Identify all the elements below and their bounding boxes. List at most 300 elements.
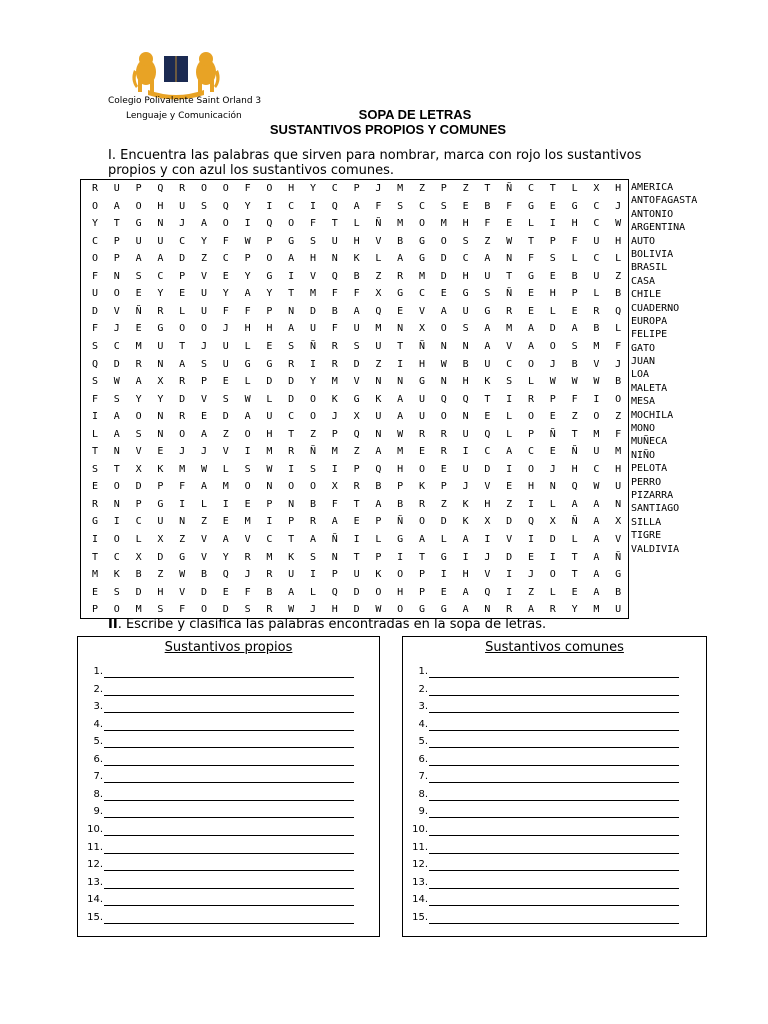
grid-letter[interactable]: C (113, 340, 120, 352)
answer-line-rule[interactable] (429, 712, 679, 713)
grid-letter[interactable]: Ñ (506, 183, 513, 194)
grid-letter[interactable]: A (353, 305, 360, 317)
grid-letter[interactable]: I (288, 463, 295, 475)
grid-letter[interactable]: U (593, 446, 600, 458)
grid-letter[interactable]: M (266, 551, 273, 563)
grid-letter[interactable]: E (571, 586, 578, 598)
grid-letter[interactable]: U (200, 305, 208, 317)
grid-letter[interactable]: A (593, 498, 600, 510)
grid-letter[interactable]: E (266, 340, 273, 352)
grid-letter[interactable]: T (288, 534, 295, 545)
grid-letter[interactable]: P (375, 516, 382, 528)
grid-letter[interactable]: C (91, 235, 99, 247)
grid-letter[interactable]: E (91, 586, 99, 598)
answer-line[interactable] (78, 771, 379, 788)
grid-letter[interactable]: E (571, 305, 578, 317)
grid-letter[interactable]: R (288, 446, 295, 458)
grid-letter[interactable]: I (527, 534, 535, 545)
grid-letter[interactable]: R (418, 428, 426, 440)
grid-letter[interactable]: N (462, 411, 469, 423)
grid-letter[interactable]: J (244, 569, 251, 581)
answer-line-rule[interactable] (429, 695, 679, 696)
grid-letter[interactable]: P (288, 516, 295, 528)
grid-letter[interactable]: T (179, 340, 186, 352)
grid-letter[interactable]: N (331, 253, 338, 265)
grid-letter[interactable]: E (179, 288, 186, 300)
grid-letter[interactable]: M (397, 446, 404, 458)
grid-letter[interactable]: G (615, 569, 622, 581)
grid-letter[interactable]: I (549, 551, 556, 563)
grid-letter[interactable]: U (222, 340, 229, 352)
grid-letter[interactable]: E (440, 586, 447, 598)
grid-letter[interactable]: Z (462, 183, 469, 194)
grid-letter[interactable]: S (135, 428, 142, 440)
grid-letter[interactable]: H (353, 235, 360, 247)
grid-letter[interactable]: O (135, 200, 142, 212)
grid-letter[interactable]: H (309, 253, 317, 265)
grid-letter[interactable]: S (397, 200, 404, 212)
grid-letter[interactable]: F (615, 428, 622, 440)
grid-letter[interactable]: Z (506, 498, 513, 510)
grid-letter[interactable]: G (353, 393, 360, 405)
grid-letter[interactable]: K (113, 569, 120, 581)
grid-letter[interactable]: Q (353, 428, 360, 440)
grid-letter[interactable]: V (179, 586, 186, 598)
grid-letter[interactable]: B (375, 481, 382, 493)
grid-letter[interactable]: B (484, 200, 491, 212)
grid-letter[interactable]: W (397, 428, 404, 440)
grid-letter[interactable]: Z (440, 498, 447, 510)
grid-letter[interactable]: A (593, 534, 600, 545)
grid-letter[interactable]: M (266, 446, 273, 458)
grid-letter[interactable]: F (375, 200, 382, 212)
grid-letter[interactable]: E (440, 288, 447, 300)
grid-letter[interactable]: O (549, 569, 556, 581)
grid-letter[interactable]: K (462, 498, 469, 510)
grid-letter[interactable]: A (113, 428, 120, 440)
grid-letter[interactable]: X (593, 183, 600, 194)
grid-letter[interactable]: C (593, 218, 600, 230)
grid-letter[interactable]: M (135, 340, 142, 352)
grid-letter[interactable]: F (222, 305, 229, 317)
grid-letter[interactable]: L (527, 218, 535, 230)
grid-letter[interactable]: C (222, 253, 229, 265)
grid-letter[interactable]: S (157, 604, 164, 616)
grid-letter[interactable]: U (462, 305, 469, 317)
grid-letter[interactable]: I (506, 586, 513, 598)
grid-letter[interactable]: T (484, 183, 491, 194)
grid-letter[interactable]: G (418, 376, 426, 388)
grid-letter[interactable]: G (418, 604, 426, 616)
grid-letter[interactable]: E (222, 516, 229, 528)
grid-letter[interactable]: B (397, 235, 404, 247)
grid-letter[interactable]: V (506, 534, 513, 545)
grid-letter[interactable]: C (113, 551, 120, 563)
grid-letter[interactable]: D (309, 305, 317, 317)
grid-letter[interactable]: R (331, 358, 338, 370)
grid-letter[interactable]: E (135, 323, 142, 335)
grid-letter[interactable]: N (331, 551, 338, 563)
grid-letter[interactable]: T (571, 569, 578, 581)
grid-letter[interactable]: N (288, 498, 295, 510)
grid-letter[interactable]: O (266, 253, 273, 265)
grid-letter[interactable]: Q (266, 218, 273, 230)
grid-letter[interactable]: B (615, 376, 622, 388)
grid-letter[interactable]: V (506, 340, 513, 352)
answer-line-rule[interactable] (429, 730, 679, 731)
grid-letter[interactable]: X (549, 516, 556, 528)
grid-letter[interactable]: N (113, 498, 120, 510)
grid-letter[interactable]: I (266, 200, 273, 212)
grid-letter[interactable]: E (222, 376, 229, 388)
grid-letter[interactable]: E (506, 218, 513, 230)
grid-letter[interactable]: N (462, 340, 469, 352)
grid-letter[interactable]: Y (571, 604, 578, 616)
grid-letter[interactable]: H (462, 218, 469, 230)
grid-letter[interactable]: A (222, 534, 229, 545)
grid-letter[interactable]: U (353, 323, 360, 335)
grid-letter[interactable]: U (309, 323, 317, 335)
grid-letter[interactable]: X (135, 551, 142, 563)
grid-letter[interactable]: C (331, 183, 338, 194)
grid-letter[interactable]: A (527, 323, 535, 335)
grid-letter[interactable]: V (135, 446, 142, 458)
grid-letter[interactable]: R (440, 428, 447, 440)
grid-letter[interactable]: S (309, 235, 317, 247)
grid-letter[interactable]: P (113, 253, 120, 265)
grid-letter[interactable]: Ñ (309, 340, 317, 352)
grid-letter[interactable]: E (549, 446, 556, 458)
grid-letter[interactable]: U (113, 183, 120, 194)
grid-letter[interactable]: Ñ (418, 340, 426, 352)
grid-letter[interactable]: U (593, 270, 600, 282)
grid-letter[interactable]: N (397, 376, 404, 388)
answer-line[interactable] (78, 824, 379, 841)
grid-letter[interactable]: O (375, 586, 382, 598)
grid-letter[interactable]: C (266, 534, 273, 545)
grid-letter[interactable]: T (288, 428, 295, 440)
grid-letter[interactable]: Ñ (571, 446, 578, 458)
grid-letter[interactable]: H (615, 463, 622, 475)
grid-letter[interactable]: Q (484, 428, 491, 440)
grid-letter[interactable]: C (527, 183, 535, 194)
grid-letter[interactable]: R (266, 604, 273, 616)
grid-letter[interactable]: M (397, 183, 404, 194)
grid-letter[interactable]: M (331, 376, 338, 388)
grid-letter[interactable]: Z (200, 253, 208, 265)
grid-letter[interactable]: A (571, 498, 578, 510)
answer-line[interactable] (78, 842, 379, 859)
grid-letter[interactable]: S (462, 235, 469, 247)
grid-letter[interactable]: U (615, 604, 622, 616)
grid-letter[interactable]: I (506, 569, 513, 581)
grid-letter[interactable]: Q (440, 393, 447, 405)
grid-letter[interactable]: J (549, 358, 556, 370)
grid-letter[interactable]: L (549, 498, 556, 510)
grid-letter[interactable]: J (549, 463, 556, 475)
grid-letter[interactable]: O (91, 200, 99, 212)
grid-letter[interactable]: S (484, 288, 491, 300)
grid-letter[interactable]: L (309, 586, 317, 598)
grid-letter[interactable]: L (615, 253, 622, 265)
grid-letter[interactable]: Q (331, 200, 338, 212)
answer-line-rule[interactable] (429, 835, 679, 836)
grid-letter[interactable]: U (157, 235, 164, 247)
grid-letter[interactable]: N (288, 305, 295, 317)
answer-line-rule[interactable] (429, 870, 679, 871)
grid-letter[interactable]: H (266, 428, 273, 440)
grid-letter[interactable]: R (506, 604, 513, 616)
grid-letter[interactable]: U (375, 340, 382, 352)
grid-letter[interactable]: D (135, 481, 142, 493)
grid-letter[interactable]: W (266, 463, 273, 475)
grid-letter[interactable]: E (462, 200, 469, 212)
grid-letter[interactable]: X (375, 288, 382, 300)
grid-letter[interactable]: W (200, 463, 208, 475)
grid-letter[interactable]: I (113, 516, 120, 528)
grid-letter[interactable]: I (353, 534, 360, 545)
grid-letter[interactable]: P (266, 305, 273, 317)
grid-letter[interactable]: F (615, 340, 622, 352)
grid-letter[interactable]: Q (222, 569, 229, 581)
grid-letter[interactable]: F (91, 270, 99, 282)
grid-letter[interactable]: O (288, 218, 295, 230)
grid-letter[interactable]: R (353, 481, 360, 493)
grid-letter[interactable]: V (244, 534, 251, 545)
grid-letter[interactable]: Ñ (549, 428, 556, 440)
grid-letter[interactable]: W (288, 604, 295, 616)
grid-letter[interactable]: J (484, 551, 491, 563)
grid-letter[interactable]: T (549, 183, 556, 194)
grid-letter[interactable]: A (375, 446, 382, 458)
answer-line-rule[interactable] (104, 677, 354, 678)
grid-letter[interactable]: Z (157, 569, 164, 581)
grid-letter[interactable]: S (353, 340, 360, 352)
grid-letter[interactable]: A (397, 393, 404, 405)
grid-letter[interactable]: F (244, 305, 251, 317)
grid-letter[interactable]: S (462, 323, 469, 335)
answer-line[interactable] (403, 771, 706, 788)
grid-letter[interactable]: G (440, 551, 447, 563)
grid-letter[interactable]: Q (157, 183, 164, 194)
grid-letter[interactable]: S (440, 200, 447, 212)
grid-letter[interactable]: O (288, 481, 295, 493)
grid-letter[interactable]: L (375, 253, 382, 265)
answer-line[interactable] (403, 684, 706, 701)
grid-letter[interactable]: W (593, 376, 600, 388)
grid-letter[interactable]: A (506, 446, 513, 458)
grid-letter[interactable]: U (222, 358, 229, 370)
answer-line[interactable] (403, 894, 706, 911)
grid-letter[interactable]: P (135, 183, 142, 194)
answer-line-rule[interactable] (104, 888, 354, 889)
grid-letter[interactable]: V (593, 358, 600, 370)
grid-letter[interactable]: J (200, 340, 208, 352)
answer-line[interactable] (403, 877, 706, 894)
grid-letter[interactable]: Q (91, 358, 99, 370)
grid-letter[interactable]: D (288, 393, 295, 405)
grid-letter[interactable]: W (571, 376, 578, 388)
grid-letter[interactable]: I (462, 446, 469, 458)
grid-letter[interactable]: U (157, 516, 164, 528)
grid-letter[interactable]: D (506, 551, 513, 563)
grid-letter[interactable]: F (571, 235, 578, 247)
answer-line-rule[interactable] (429, 800, 679, 801)
answer-line[interactable] (403, 789, 706, 806)
grid-letter[interactable]: C (288, 411, 295, 423)
grid-letter[interactable]: A (288, 253, 295, 265)
grid-letter[interactable]: A (397, 411, 404, 423)
grid-letter[interactable]: C (527, 446, 535, 458)
grid-letter[interactable]: O (397, 604, 404, 616)
grid-letter[interactable]: A (462, 586, 469, 598)
grid-letter[interactable]: H (571, 463, 578, 475)
grid-letter[interactable]: I (309, 200, 317, 212)
grid-letter[interactable]: O (113, 481, 120, 493)
grid-letter[interactable]: A (113, 411, 120, 423)
grid-letter[interactable]: Z (179, 534, 186, 545)
grid-letter[interactable]: C (484, 446, 491, 458)
grid-letter[interactable]: I (91, 534, 99, 545)
grid-letter[interactable]: T (91, 551, 99, 563)
grid-letter[interactable]: E (91, 481, 99, 493)
grid-letter[interactable]: H (266, 323, 273, 335)
grid-letter[interactable]: Y (157, 288, 164, 300)
grid-letter[interactable]: B (615, 586, 622, 598)
grid-letter[interactable]: M (418, 270, 426, 282)
grid-letter[interactable]: D (353, 586, 360, 598)
grid-letter[interactable]: T (571, 428, 578, 440)
grid-letter[interactable]: Z (418, 183, 426, 194)
grid-letter[interactable]: H (484, 498, 491, 510)
grid-letter[interactable]: N (397, 323, 404, 335)
grid-letter[interactable]: A (462, 534, 469, 545)
grid-letter[interactable]: H (462, 270, 469, 282)
grid-letter[interactable]: A (593, 551, 600, 563)
grid-letter[interactable]: U (484, 270, 491, 282)
grid-letter[interactable]: O (200, 323, 208, 335)
grid-letter[interactable]: A (288, 586, 295, 598)
answer-line[interactable] (403, 859, 706, 876)
grid-letter[interactable]: A (375, 498, 382, 510)
grid-letter[interactable]: G (288, 235, 295, 247)
grid-letter[interactable]: Y (309, 376, 317, 388)
grid-letter[interactable]: W (375, 604, 382, 616)
answer-line-rule[interactable] (104, 817, 354, 818)
grid-letter[interactable]: B (462, 358, 469, 370)
answer-line[interactable] (78, 736, 379, 753)
grid-letter[interactable]: Q (375, 463, 382, 475)
grid-letter[interactable]: Q (462, 393, 469, 405)
grid-letter[interactable]: P (440, 481, 447, 493)
grid-letter[interactable]: H (397, 463, 404, 475)
grid-letter[interactable]: D (506, 516, 513, 528)
grid-letter[interactable]: S (571, 340, 578, 352)
grid-letter[interactable]: G (418, 253, 426, 265)
grid-letter[interactable]: A (309, 534, 317, 545)
grid-letter[interactable]: T (506, 270, 513, 282)
grid-letter[interactable]: N (440, 376, 447, 388)
grid-letter[interactable]: V (200, 393, 208, 405)
grid-letter[interactable]: P (157, 481, 164, 493)
grid-letter[interactable]: O (113, 534, 120, 545)
grid-letter[interactable]: G (135, 218, 142, 230)
grid-letter[interactable]: V (375, 235, 382, 247)
grid-letter[interactable]: E (397, 305, 404, 317)
grid-letter[interactable]: D (440, 516, 447, 528)
answer-line-rule[interactable] (104, 923, 354, 924)
grid-letter[interactable]: E (440, 463, 447, 475)
grid-letter[interactable]: T (571, 551, 578, 563)
grid-letter[interactable]: Ñ (397, 516, 404, 528)
grid-letter[interactable]: Z (484, 235, 491, 247)
grid-letter[interactable]: L (244, 340, 251, 352)
grid-letter[interactable]: E (418, 446, 426, 458)
grid-letter[interactable]: Ñ (506, 288, 513, 300)
grid-letter[interactable]: Z (375, 270, 382, 282)
grid-letter[interactable]: P (440, 183, 447, 194)
grid-letter[interactable]: N (157, 428, 164, 440)
grid-letter[interactable]: X (484, 516, 491, 528)
grid-letter[interactable]: C (135, 516, 142, 528)
grid-letter[interactable]: N (179, 516, 186, 528)
grid-letter[interactable]: G (397, 288, 404, 300)
grid-letter[interactable]: U (375, 411, 382, 423)
grid-letter[interactable]: I (397, 551, 404, 563)
grid-letter[interactable]: O (527, 358, 535, 370)
grid-letter[interactable]: D (222, 411, 229, 423)
grid-letter[interactable]: J (615, 200, 622, 212)
grid-letter[interactable]: F (309, 218, 317, 230)
grid-letter[interactable]: A (200, 218, 208, 230)
grid-letter[interactable]: M (593, 340, 600, 352)
grid-letter[interactable]: D (484, 463, 491, 475)
answer-line[interactable] (78, 701, 379, 718)
answer-line[interactable] (403, 719, 706, 736)
grid-letter[interactable]: A (200, 428, 208, 440)
grid-letter[interactable]: C (593, 253, 600, 265)
grid-letter[interactable]: B (135, 569, 142, 581)
grid-letter[interactable]: V (418, 305, 426, 317)
grid-letter[interactable]: M (593, 604, 600, 616)
grid-letter[interactable]: L (91, 428, 99, 440)
answer-line-rule[interactable] (104, 905, 354, 906)
grid-letter[interactable]: I (593, 393, 600, 405)
grid-letter[interactable]: L (506, 428, 513, 440)
grid-letter[interactable]: E (527, 288, 535, 300)
grid-letter[interactable]: Y (309, 183, 317, 194)
answer-line-rule[interactable] (104, 800, 354, 801)
grid-letter[interactable]: L (179, 305, 186, 317)
grid-letter[interactable]: W (244, 235, 251, 247)
answer-line-rule[interactable] (104, 782, 354, 783)
grid-letter[interactable]: P (200, 376, 208, 388)
grid-letter[interactable]: Y (244, 200, 251, 212)
grid-letter[interactable]: E (549, 200, 556, 212)
grid-letter[interactable]: B (571, 270, 578, 282)
grid-letter[interactable]: L (222, 463, 229, 475)
grid-letter[interactable]: S (288, 340, 295, 352)
answer-line-rule[interactable] (104, 870, 354, 871)
grid-letter[interactable]: L (571, 253, 578, 265)
grid-letter[interactable]: F (331, 323, 338, 335)
grid-letter[interactable]: V (353, 376, 360, 388)
grid-letter[interactable]: D (222, 604, 229, 616)
grid-letter[interactable]: Q (527, 516, 535, 528)
grid-letter[interactable]: R (179, 183, 186, 194)
grid-letter[interactable]: U (200, 288, 208, 300)
grid-letter[interactable]: M (309, 288, 317, 300)
